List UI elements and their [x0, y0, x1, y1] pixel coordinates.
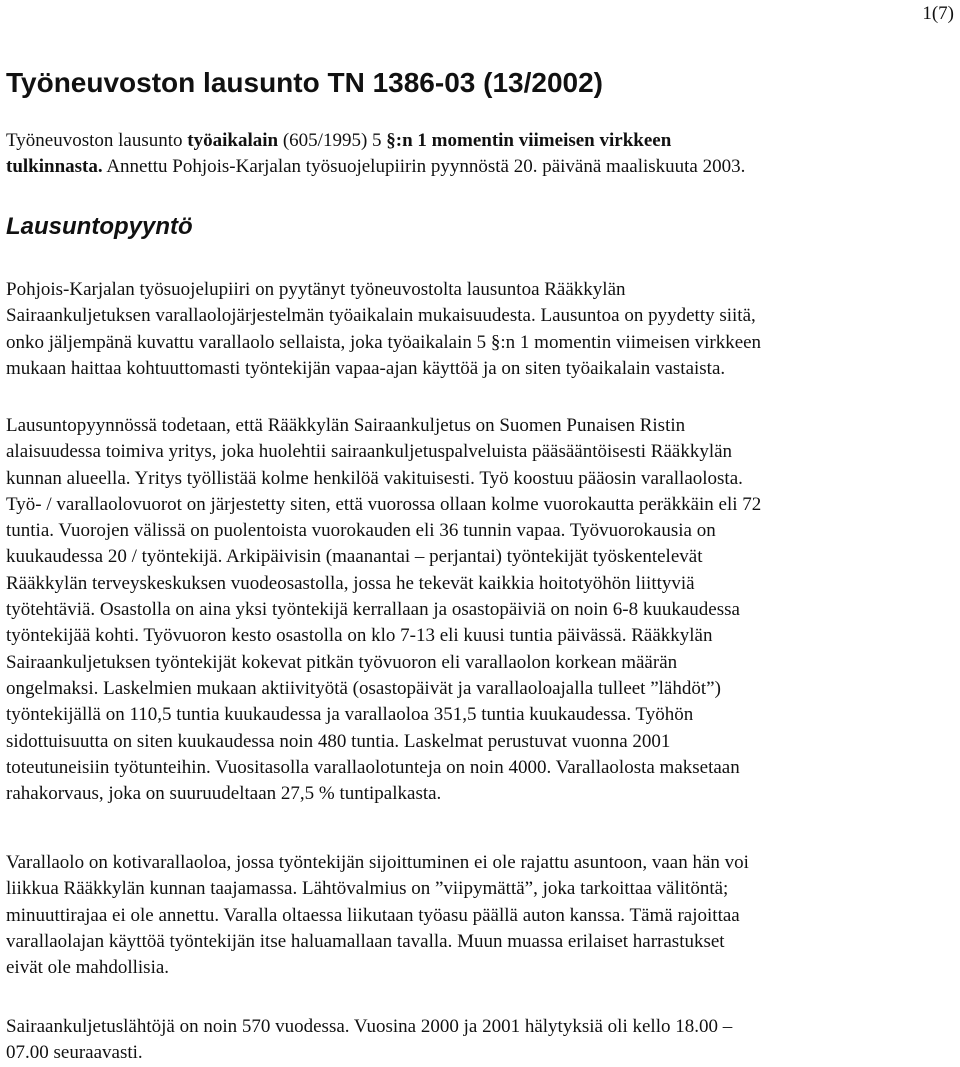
paragraph-line: Työ- / varallaolovuorot on järjestetty siten, että vuorossa ollaan kolme vuorokautta peräkkäin eli 72	[6, 493, 762, 515]
paragraph-line: kuukaudessa 20 / työntekijä. Arkipäivisin (maanantai – perjantai) työntekijät työskentelevät	[6, 546, 703, 568]
paragraph-line: minuuttirajaa ei ole annettu. Varalla oltaessa liikutaan työasu päällä auton kanssa. Tämä rajoittaa	[6, 904, 740, 926]
paragraph-line: Sairaankuljetuslähtöjä on noin 570 vuodessa. Vuosina 2000 ja 2001 hälytyksiä oli kello 18.00 –	[6, 1016, 733, 1037]
document-title: Työneuvoston lausunto TN 1386-03 (13/2002)	[6, 67, 603, 98]
paragraph-line: varallaolajan käyttöä työntekijän itse haluamallaan tavalla. Muun muassa erilaiset harrastukset	[6, 930, 725, 952]
paragraph-line: alaisuudessa toimiva yritys, joka huolehtii sairaankuljetuspalveluista pääsääntöisesti Rääkkylän	[6, 441, 733, 463]
section-heading: Lausuntopyyntö	[6, 213, 193, 240]
bold-text-run: §:n 1 momentin viimeisen virkkeen	[386, 130, 672, 151]
paragraph-line: 07.00 seuraavasti.	[6, 1042, 143, 1064]
paragraph-line: tuntia. Vuorojen välissä on puolentoista vuorokauden eli 36 tunnin vapaa. Työvuorokausia on	[6, 520, 716, 542]
paragraph-line: eivät ole mahdollisia.	[6, 957, 170, 979]
paragraph-line: työntekijää kohti. Työvuoron kesto osastolla on klo 7-13 eli kuusi tuntia päivässä. Rääkkylän	[6, 625, 713, 647]
paragraph-standby	[6, 850, 749, 981]
paragraph-line: Pohjois-Karjalan työsuojelupiiri on pyytänyt työneuvostolta lausuntoa Rääkkylän	[6, 279, 626, 300]
paragraph-request	[6, 277, 761, 382]
bold-text-run: työaikalain	[187, 130, 279, 151]
text-run: (605/1995) 5	[278, 130, 387, 151]
paragraph-line: onko jäljempänä kuvattu varallaolo sellaista, joka työaikalain 5 §:n 1 momentin viimeisen virkkeen	[6, 331, 762, 353]
page-number: 1(7)	[922, 3, 954, 24]
paragraph-call-outs	[6, 1014, 732, 1067]
text-run: Työneuvoston lausunto	[6, 130, 188, 151]
paragraph-line: Sairaankuljetuksen varallaolojärjestelmän työaikalain mukaisuudesta. Lausuntoa on pyydetty siitä,	[6, 305, 756, 327]
paragraph-line: sidottuisuutta on siten kuukaudessa noin 480 tuntia. Laskelmat perustuvat vuonna 2001	[6, 730, 671, 752]
paragraph-line: Lausuntopyynnössä todetaan, että Rääkkylän Sairaankuljetus on Suomen Punaisen Ristin	[6, 415, 686, 436]
paragraph-line: rahakorvaus, joka on suuruudeltaan 27,5 % tuntipalkasta.	[6, 783, 442, 805]
paragraph-line: kunnan alueella. Yritys työllistää kolme henkilöä vakituisesti. Työ koostuu pääosin varallaolosta.	[6, 467, 743, 489]
paragraph-line: mukaan haittaa kohtuuttomasti työntekijän vapaa-ajan käyttöä ja on siten työaikalain vastaista.	[6, 357, 726, 379]
paragraph-line: liikkua Rääkkylän kunnan taajamassa. Lähtövalmius on ”viipymättä”, joka tarkoittaa välitöntä;	[6, 878, 729, 900]
paragraph-line: työtehtäviä. Osastolla on aina yksi työntekijä kerrallaan ja osastopäiviä on noin 6-8 kuukaudessa	[6, 599, 740, 621]
paragraph-line: Rääkkylän terveyskeskuksen vuodeosastolla, jossa he tekevät kaikkia hoitotyöhön liittyviä	[6, 572, 695, 594]
paragraph-line: ongelmaksi. Laskelmien mukaan aktiivityötä (osastopäivät ja varallaoloajalla tulleet ”lähdöt”)	[6, 677, 721, 699]
paragraph-description	[6, 413, 761, 807]
paragraph-line: Sairaankuljetuksen työntekijät kokevat pitkän työvuoron eli varallaolon korkean määrän	[6, 651, 678, 673]
text-run: Annettu Pohjois-Karjalan työsuojelupiirin pyynnöstä 20. päivänä maaliskuuta 2003.	[102, 156, 746, 178]
intro-line	[6, 154, 745, 180]
paragraph-line: Varallaolo on kotivarallaoloa, jossa työntekijän sijoittuminen ei ole rajattu asuntoon, vaan hän voi	[6, 852, 749, 873]
paragraph-line: työntekijällä on 110,5 tuntia kuukaudessa ja varallaoloa 351,5 tuntia kuukaudessa. Työhön	[6, 704, 694, 726]
paragraph-line: toteutuneisiin työtunteihin. Vuositasolla varallaolotunteja on noin 4000. Varallaolosta maksetaan	[6, 756, 740, 778]
bold-text-run: tulkinnasta.	[6, 156, 103, 178]
intro-line	[6, 128, 745, 154]
intro-paragraph	[6, 128, 745, 181]
